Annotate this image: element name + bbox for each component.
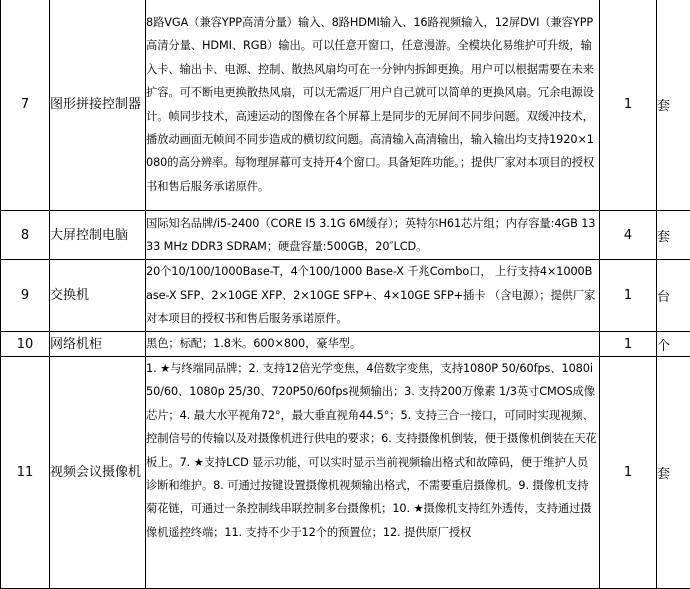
item-name: 交换机 [50, 260, 146, 332]
item-name: 大屏控制电脑 [50, 211, 146, 260]
table-row [1, 332, 690, 357]
item-quantity: 4 [600, 211, 657, 260]
row-number: 10 [1, 332, 50, 357]
row-number: 8 [1, 211, 50, 260]
item-unit: 套 [657, 211, 690, 260]
item-name: 图形拼接控制器 [50, 0, 146, 211]
table-row [1, 211, 690, 260]
row-number: 11 [1, 357, 50, 589]
item-description: 国际知名品牌/i5-2400（CORE I5 3.1G 6M缓存）；英特尔H61芯片组；内存容量:4GB 1333 MHz DDR3 SDRAM；硬盘容量:500GB，20″LCD。 [146, 211, 600, 260]
table-row [1, 357, 690, 589]
item-description: 黑色；标配；1.8米。600×800，豪华型。 [146, 332, 600, 357]
item-name: 网络机柜 [50, 332, 146, 357]
table-row [1, 260, 690, 332]
item-name: 视频会议摄像机 [50, 357, 146, 589]
item-description: 20个10/100/1000Base-T，4个100/1000 Base-X 千兆Combo口， 上行支持4×1000Base-X SFP、2×10GE XFP、2×10GE SFP+、4×10GE SFP+插卡 （含电源）；提供厂家对本项目的授权书和售后服务承诺原件。 [146, 260, 600, 332]
item-quantity: 1 [600, 332, 657, 357]
item-quantity: 1 [600, 357, 657, 589]
row-number: 9 [1, 260, 50, 332]
item-quantity: 1 [600, 260, 657, 332]
item-unit: 个 [657, 332, 690, 357]
item-unit: 套 [657, 357, 690, 589]
item-description: 1. ★与终端同品牌；2. 支持12倍光学变焦，4倍数字变焦，支持1080P 50/60fps、1080i 50/60、1080p 25/30、720P50/60fps视频输出；3. 支持200万像素 1/3英寸CMOS成像芯片；4. 最大水平视角72°，最大垂直视角44.5°；5. 支持三合一接口，可同时实现视频、控制信号的传输以及对摄像机进行供电的要求；6. 支持摄像机倒装，便于摄像机倒装在天花板上。7. ★支持LCD 显示功能，可以实时显示当前视频输出格式和故障码，便于维护人员诊断和维护。8. 可通过按键设置摄像机视频输出格式，不需要重启摄像机。9. 摄像机支持菊花链，可通过一条控制线串联控制多台摄像机；10. ★摄像机支持红外透传，支持通过摄像机遥控终端；11. 支持不少于12个的预置位；12. 提供原厂授权 [146, 357, 600, 589]
row-number: 7 [1, 0, 50, 211]
item-unit: 台 [657, 260, 690, 332]
item-description: 8路VGA（兼容YPP高清分量）输入、8路HDMI输入、16路视频输入，12屏DVI（兼容YPP高清分量、HDMI、RGB）输出。可以任意开窗口，任意漫游。全模块化易维护可升级，输入卡、输出卡、电源、控制、散热风扇均可在一分钟内拆卸更换。用户可以根据需要在未来扩容。可不断电更换散热风扇，可以无需返厂用户自己就可以简单的更换风扇。冗余电源设计。帧同步技术，高速运动的图像在各个屏幕上是同步的无屏间不同步问题。双缓冲技术，播放动画面无帧间不同步造成的横切纹问题。高清输入高清输出，输入输出均支持1920×1080的高分辨率。每物理屏幕可支持开4个窗口。具备矩阵功能。；提供厂家对本项目的授权书和售后服务承诺原件。 [146, 0, 600, 211]
item-unit: 套 [657, 0, 690, 211]
item-quantity: 1 [600, 0, 657, 211]
table-row [1, 0, 690, 211]
